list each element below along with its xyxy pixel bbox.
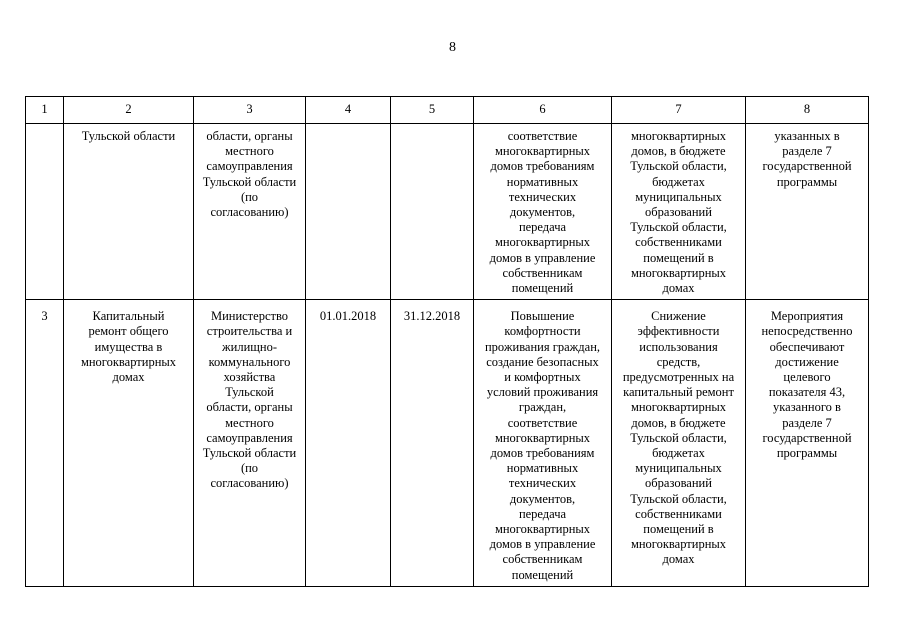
cell-executor: области, органы местного самоуправления Тульской области (по согласованию) <box>194 124 306 300</box>
column-header: 6 <box>474 97 612 124</box>
column-header: 3 <box>194 97 306 124</box>
table-row <box>26 124 869 300</box>
table-row <box>26 300 869 587</box>
cell-number <box>26 124 64 300</box>
column-header: 2 <box>64 97 194 124</box>
column-header: 7 <box>612 97 746 124</box>
table-header-row <box>26 97 869 124</box>
cell-measure-name: Капитальный ремонт общего имущества в многоквартирных домах <box>64 300 194 587</box>
cell-start-date <box>306 124 391 300</box>
cell-start-date: 01.01.2018 <box>306 300 391 587</box>
cell-consequence: Снижение эффективности использования средств, предусмотренных на капитальный ремонт многоквартирных домов, в бюджете Тульской области, бюджетах муниципальных образований Тульской области, собственниками помещений в многоквартирных домах <box>612 300 746 587</box>
column-header: 1 <box>26 97 64 124</box>
column-header: 5 <box>391 97 474 124</box>
cell-end-date: 31.12.2018 <box>391 300 474 587</box>
cell-indicator-link: Мероприятия непосредственно обеспечивают достижение целевого показателя 43, указанного в разделе 7 государственной программы <box>746 300 869 587</box>
cell-expected-result: Повышение комфортности проживания граждан, создание безопасных и комфортных условий проживания граждан, соответствие многоквартирных домов требованиям нормативных технических документов, передача многоквартирных домов в управление собственникам помещений <box>474 300 612 587</box>
cell-measure-name: Тульской области <box>64 124 194 300</box>
cell-number: 3 <box>26 300 64 587</box>
column-header: 4 <box>306 97 391 124</box>
cell-end-date <box>391 124 474 300</box>
column-header: 8 <box>746 97 869 124</box>
cell-consequence: многоквартирных домов, в бюджете Тульской области, бюджетах муниципальных образований Тульской области, собственниками помещений в многоквартирных домах <box>612 124 746 300</box>
cell-indicator-link: указанных в разделе 7 государственной программы <box>746 124 869 300</box>
measures-table <box>25 96 869 587</box>
cell-expected-result: соответствие многоквартирных домов требованиям нормативных технических документов, передача многоквартирных домов в управление собственникам помещений <box>474 124 612 300</box>
page-number: 8 <box>449 40 456 55</box>
cell-executor: Министерство строительства и жилищно- коммунального хозяйства Тульской области, органы местного самоуправления Тульской области (по согласованию) <box>194 300 306 587</box>
